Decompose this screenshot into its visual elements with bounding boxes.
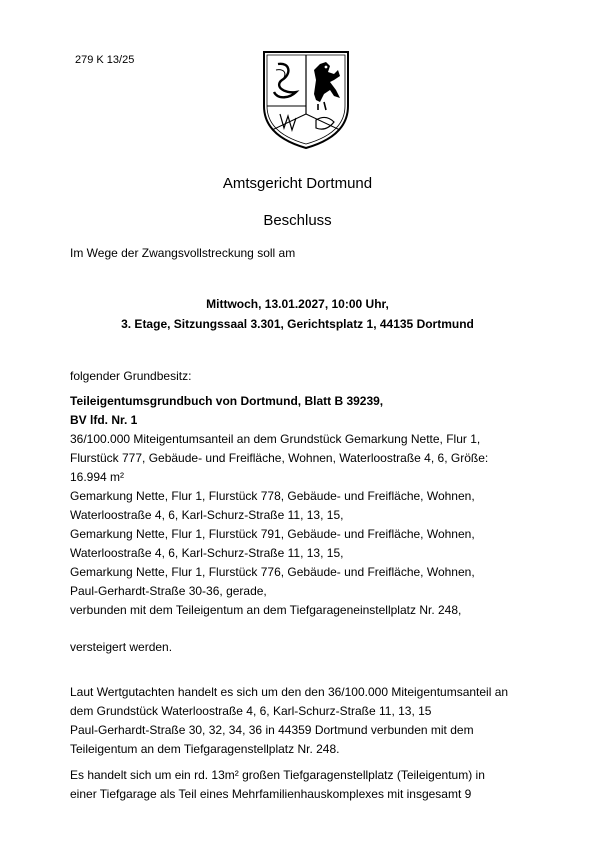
appraisal-line: dem Grundstück Waterloostraße 4, 6, Karl-Schurz-Straße 11, 13, 15	[70, 704, 432, 718]
auction-note: versteigert werden.	[70, 640, 173, 654]
description-paragraph	[70, 766, 485, 804]
intro-text: Im Wege der Zwangsvollstreckung soll am	[70, 246, 296, 260]
property-label: folgender Grundbesitz:	[70, 369, 192, 383]
property-line: Gemarkung Nette, Flur 1, Flurstück 776, Gebäude- und Freifläche, Wohnen,	[70, 565, 475, 579]
description-line: Es handelt sich um ein rd. 13m² großen Tiefgaragenstellplatz (Teileigentum) in	[70, 768, 485, 782]
property-line: Flurstück 777, Gebäude- und Freifläche, Wohnen, Waterloostraße 4, 6, Größe:	[70, 451, 489, 465]
appointment-location: 3. Etage, Sitzungssaal 3.301, Gerichtsplatz 1, 44135 Dortmund	[121, 317, 474, 331]
court-name: Amtsgericht Dortmund	[222, 175, 373, 192]
property-line: Waterloostraße 4, 6, Karl-Schurz-Straße 11, 13, 15,	[70, 508, 344, 522]
register-entry: BV lfd. Nr. 1	[70, 413, 138, 427]
property-line: Waterloostraße 4, 6, Karl-Schurz-Straße 11, 13, 15,	[70, 546, 344, 560]
property-block	[70, 392, 488, 620]
property-line: 16.994 m²	[70, 470, 125, 484]
property-line: Paul-Gerhardt-Straße 30-36, gerade,	[70, 584, 267, 598]
document-title: Beschluss	[263, 212, 332, 229]
description-line: einer Tiefgarage als Teil eines Mehrfamilienhauskomplexes mit insgesamt 9	[70, 787, 472, 801]
register-line: Teileigentumsgrundbuch von Dortmund, Blatt B 39239,	[70, 394, 384, 408]
appointment-date: Mittwoch, 13.01.2027, 10:00 Uhr,	[206, 297, 389, 311]
property-line: 36/100.000 Miteigentumsanteil an dem Grundstück Gemarkung Nette, Flur 1,	[70, 432, 481, 446]
appraisal-paragraph	[70, 683, 508, 759]
appraisal-line: Teileigentum an dem Tiefgaragenstellplatz Nr. 248.	[70, 742, 340, 756]
appraisal-line: Laut Wertgutachten handelt es sich um den den 36/100.000 Miteigentumsanteil an	[70, 685, 509, 699]
case-reference: 279 K 13/25	[75, 54, 135, 66]
coat-of-arms-icon	[256, 44, 356, 152]
property-line: verbunden mit dem Teileigentum an dem Tiefgarageneinstellplatz Nr. 248,	[70, 603, 462, 617]
property-line: Gemarkung Nette, Flur 1, Flurstück 791, Gebäude- und Freifläche, Wohnen,	[70, 527, 475, 541]
property-line: Gemarkung Nette, Flur 1, Flurstück 778, Gebäude- und Freifläche, Wohnen,	[70, 489, 475, 503]
appraisal-line: Paul-Gerhardt-Straße 30, 32, 34, 36 in 44359 Dortmund verbunden mit dem	[70, 723, 474, 737]
